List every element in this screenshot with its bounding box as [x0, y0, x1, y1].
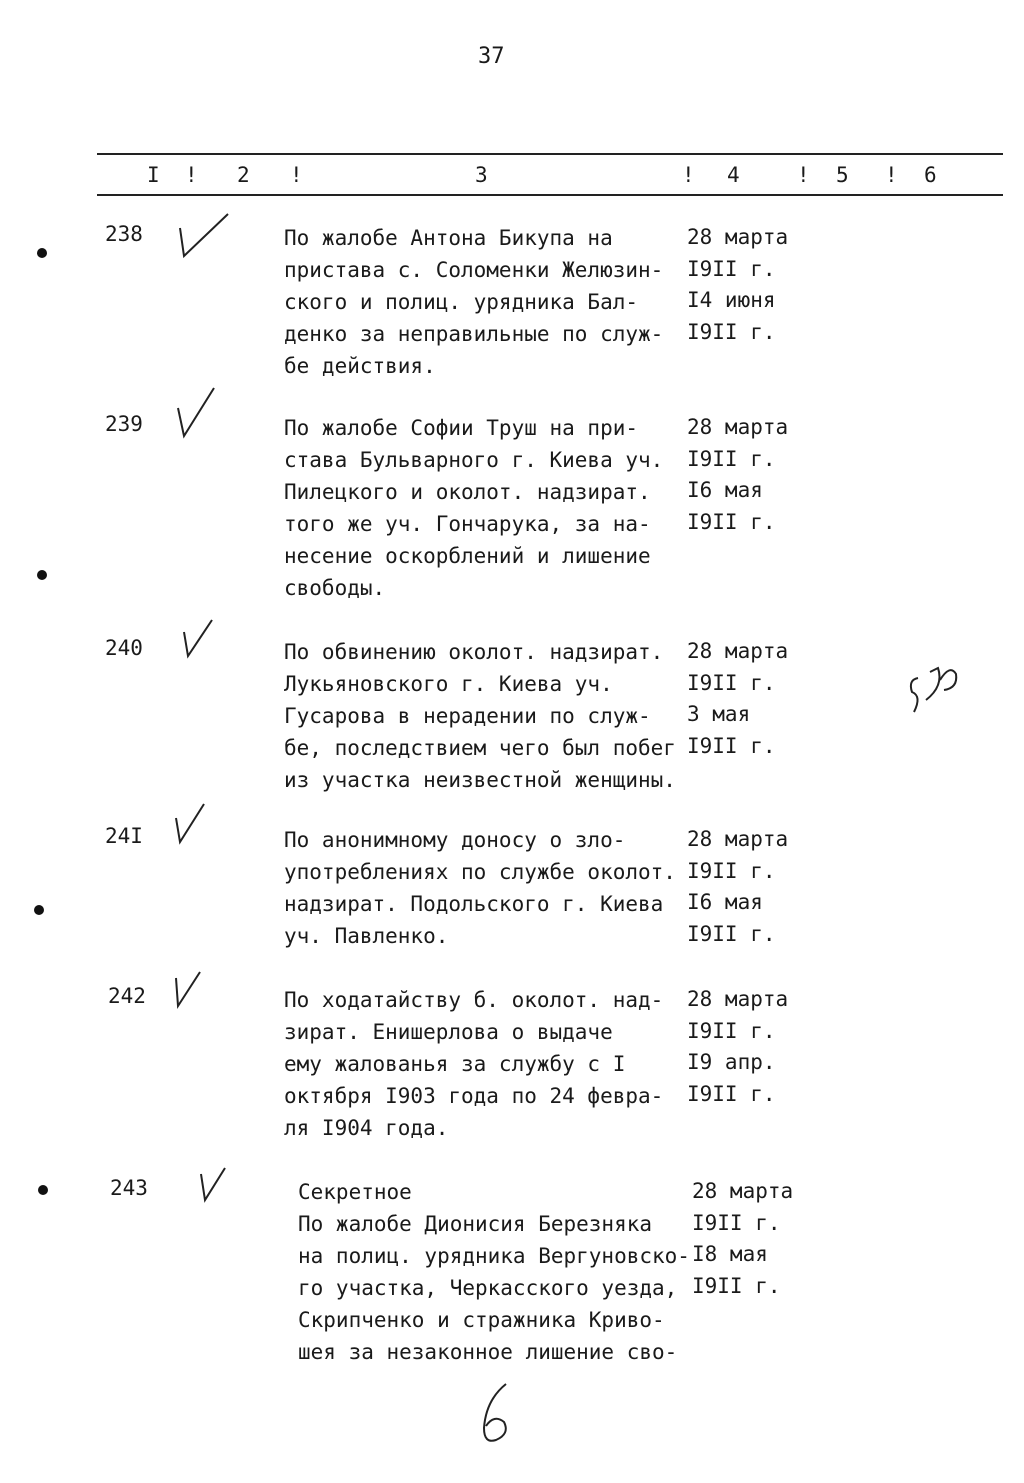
- binding-hole: [37, 570, 47, 580]
- column-header-5: 5: [836, 163, 849, 187]
- entry-description: [284, 824, 684, 952]
- column-header-2: 2: [237, 163, 250, 187]
- date-line: I9II г.: [687, 1018, 776, 1043]
- description-line: из участка неизвестной женщины.: [284, 768, 676, 792]
- date-line: 3 мая: [687, 702, 751, 726]
- date-line: I9II г.: [687, 670, 776, 695]
- date-line: I9II г.: [692, 1210, 781, 1235]
- description-line: По жалобе Софии Труш на при-: [284, 416, 639, 440]
- description-line: употреблениях по службе околот.: [284, 860, 676, 884]
- column-separator: !: [682, 163, 695, 187]
- entry-dates: [687, 222, 788, 348]
- date-line: I9II г.: [687, 256, 776, 281]
- description-line: ему жалованья за службу с I: [284, 1052, 626, 1076]
- entry-dates: [687, 412, 788, 538]
- column-separator: !: [885, 163, 898, 187]
- handwritten-page-mark: [476, 1380, 516, 1450]
- column-header-1: I: [147, 163, 160, 187]
- description-line: става Бульварного г. Киева уч.: [284, 448, 664, 472]
- entry-number: 242: [108, 984, 146, 1008]
- description-line: ля I904 года.: [284, 1116, 449, 1140]
- date-line: I8 мая: [692, 1242, 768, 1266]
- table-header-top-rule: [97, 153, 1003, 155]
- description-line: свободы.: [284, 576, 386, 600]
- checkmark-icon: [170, 802, 240, 862]
- binding-hole: [34, 905, 44, 915]
- entry-description: [284, 984, 684, 1144]
- description-line: пристава с. Соломенки Желюзин-: [284, 258, 664, 282]
- date-line: I9II г.: [687, 319, 776, 344]
- entry-description: [284, 412, 684, 604]
- checkmark-icon: [195, 1166, 265, 1226]
- date-line: I9II г.: [687, 858, 776, 883]
- date-line: 28 марта: [687, 827, 789, 851]
- description-line: По жалобе Дионисия Березняка: [298, 1212, 653, 1236]
- description-line: По анонимному доносу о зло-: [284, 828, 626, 852]
- description-line: шея за незаконное лишение сво-: [298, 1340, 678, 1364]
- entry-number: 238: [105, 222, 143, 246]
- entry-description: [298, 1176, 698, 1368]
- date-line: I9II г.: [687, 921, 776, 946]
- date-line: I9II г.: [687, 446, 776, 471]
- handwritten-folio-mark: [900, 660, 960, 720]
- description-line: надзират. Подольского г. Киева: [284, 892, 664, 916]
- entry-number: 243: [110, 1176, 148, 1200]
- date-line: I9 апр.: [687, 1050, 776, 1074]
- description-line: уч. Павленко.: [284, 924, 449, 948]
- binding-hole: [37, 248, 47, 258]
- date-line: 28 марта: [687, 987, 789, 1011]
- table-header-bottom-rule: [97, 194, 1003, 196]
- column-separator: !: [185, 163, 198, 187]
- date-line: I9II г.: [687, 733, 776, 758]
- description-line: Лукьяновского г. Киева уч.: [284, 672, 613, 696]
- description-line: По обвинению околот. надзират.: [284, 640, 664, 664]
- description-line: денко за неправильные по служ-: [284, 322, 664, 346]
- description-line: бе, последствием чего был побег: [284, 736, 676, 760]
- checkmark-icon: [178, 618, 248, 678]
- checkmark-icon: [170, 386, 240, 446]
- description-line: бе действия.: [284, 354, 436, 378]
- description-line: Пилецкого и околот. надзират.: [284, 480, 651, 504]
- description-line: Секретное: [298, 1180, 412, 1204]
- checkmark-icon: [170, 208, 240, 268]
- entry-dates: [692, 1176, 793, 1302]
- description-line: По жалобе Антона Бикупа на: [284, 226, 613, 250]
- description-line: Гусарова в нерадении по служ-: [284, 704, 651, 728]
- description-line: несение оскорблений и лишение: [284, 544, 651, 568]
- description-line: Скрипченко и стражника Криво-: [298, 1308, 665, 1332]
- description-line: того же уч. Гончарука, за на-: [284, 512, 651, 536]
- binding-hole: [38, 1185, 48, 1195]
- date-line: I9II г.: [687, 1081, 776, 1106]
- checkmark-icon: [170, 970, 240, 1030]
- description-line: го участка, Черкасского уезда,: [298, 1276, 678, 1300]
- date-line: 28 марта: [692, 1179, 794, 1203]
- entry-dates: [687, 824, 788, 950]
- entry-description: [284, 636, 684, 796]
- entry-dates: [687, 636, 788, 762]
- entry-number: 239: [105, 412, 143, 436]
- date-line: I4 июня: [687, 288, 776, 312]
- description-line: зират. Енишерлова о выдаче: [284, 1020, 613, 1044]
- date-line: I6 мая: [687, 478, 763, 502]
- entry-description: [284, 222, 684, 382]
- column-header-4: 4: [727, 163, 740, 187]
- column-separator: !: [290, 163, 303, 187]
- description-line: ского и полиц. урядника Бал-: [284, 290, 639, 314]
- page-number: 37: [478, 44, 505, 69]
- column-header-3: 3: [475, 163, 488, 187]
- date-line: 28 марта: [687, 639, 789, 663]
- entry-number: 240: [105, 636, 143, 660]
- date-line: I6 мая: [687, 890, 763, 914]
- description-line: октября I903 года по 24 февра-: [284, 1084, 664, 1108]
- date-line: 28 марта: [687, 225, 789, 249]
- description-line: на полиц. урядника Вергуновско-: [298, 1244, 690, 1268]
- column-separator: !: [797, 163, 810, 187]
- description-line: По ходатайству б. околот. над-: [284, 988, 664, 1012]
- entry-dates: [687, 984, 788, 1110]
- date-line: I9II г.: [692, 1273, 781, 1298]
- entry-number: 24I: [105, 824, 143, 848]
- column-header-6: 6: [924, 163, 937, 187]
- date-line: I9II г.: [687, 509, 776, 534]
- date-line: 28 марта: [687, 415, 789, 439]
